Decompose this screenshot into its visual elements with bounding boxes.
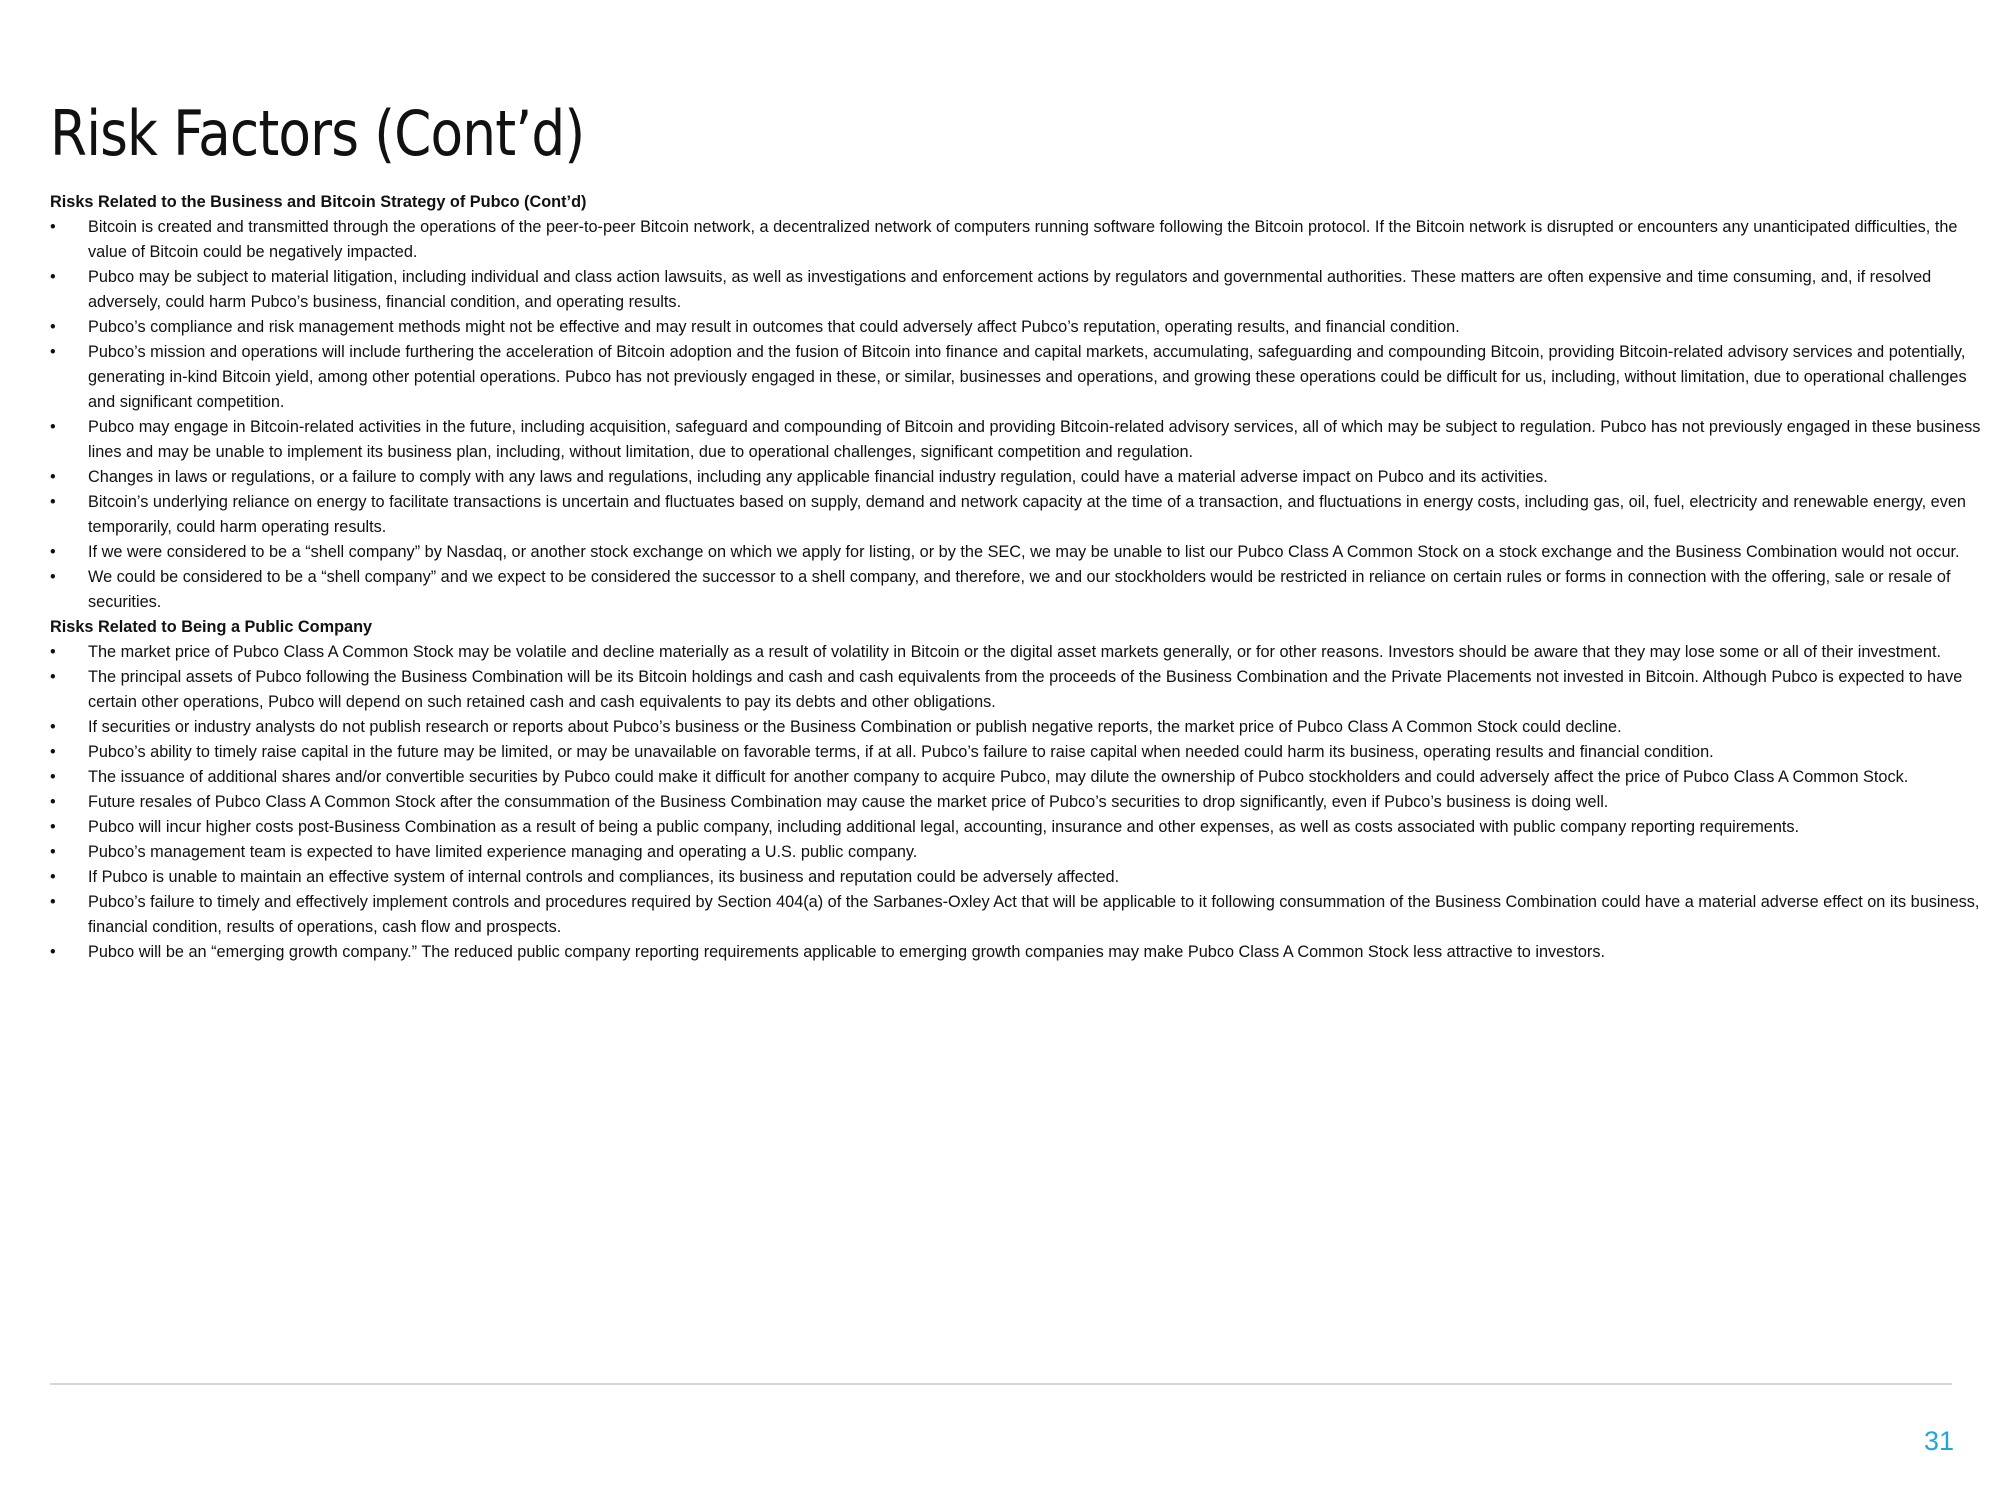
list-item — [50, 490, 1985, 540]
list-item — [50, 340, 1985, 415]
list-item — [50, 940, 1985, 965]
bullet-icon: • — [50, 568, 56, 586]
page-number: 31 — [1923, 1426, 1954, 1456]
bullet-icon: • — [50, 668, 56, 686]
list-item-text: Bitcoin is created and transmitted through the operations of the peer-to-peer Bitcoin network, a decentralized network of computers running software following the Bitcoin protocol. If the Bitcoin network is disrupted or encounters any unanticipated difficulties, the value of Bitcoin could be negatively impacted. — [88, 218, 1958, 261]
bullet-icon: • — [50, 818, 56, 836]
list-item — [50, 815, 1985, 840]
section-heading: Risks Related to Being a Public Company — [50, 618, 373, 636]
list-item-text: Bitcoin’s underlying reliance on energy to facilitate transactions is uncertain and fluctuates based on supply, demand and network capacity at the time of a transaction, and fluctuations in energy costs, including gas, oil, fuel, electricity and renewable energy, even temporarily, could harm operating results. — [88, 493, 1966, 536]
list-item — [50, 865, 1985, 890]
risk-factors-content — [50, 190, 1985, 965]
list-item-text: We could be considered to be a “shell company” and we expect to be considered the successor to a shell company, and therefore, we and our stockholders would be restricted in reliance on certain rules or forms in connection with the offering, sale or resale of securities. — [88, 568, 1951, 611]
bullet-icon: • — [50, 343, 56, 361]
list-item-text: Changes in laws or regulations, or a failure to comply with any laws and regulations, including any applicable financial industry regulation, could have a material adverse impact on Pubco and its activities. — [88, 468, 1548, 486]
bullet-icon: • — [50, 743, 56, 761]
list-item-text: Pubco’s mission and operations will include furthering the acceleration of Bitcoin adoption and the fusion of Bitcoin into finance and capital markets, accumulating, safeguarding and compounding Bitcoin, providing Bitcoin-related advisory services and potentially, generating in-kind Bitcoin yield, among other potential operations. Pubco has not previously engaged in these, or similar, businesses and operations, and growing these operations could be difficult for us, including, without limitation, due to operational challenges and significant competition. — [88, 343, 1967, 411]
list-item — [50, 265, 1985, 315]
bullet-icon: • — [50, 543, 56, 561]
list-item — [50, 415, 1985, 465]
list-item — [50, 665, 1985, 715]
list-item — [50, 565, 1985, 615]
list-item-text: Pubco will incur higher costs post-Business Combination as a result of being a public company, including additional legal, accounting, insurance and other expenses, as well as costs associated with public company reporting requirements. — [88, 818, 1800, 836]
list-item — [50, 465, 1985, 490]
list-item-text: Pubco’s ability to timely raise capital in the future may be limited, or may be unavailable on favorable terms, if at all. Pubco’s failure to raise capital when needed could harm its business, operating results and financial condition. — [88, 743, 1714, 761]
list-item — [50, 640, 1985, 665]
list-item — [50, 740, 1985, 765]
list-item — [50, 765, 1985, 790]
list-item — [50, 890, 1985, 940]
bullet-icon: • — [50, 868, 56, 886]
bullet-icon: • — [50, 218, 56, 236]
list-item-text: Pubco may be subject to material litigation, including individual and class action lawsuits, as well as investigations and enforcement actions by regulators and governmental authorities. These matters are often expensive and time consuming, and, if resolved adversely, could harm Pubco’s business, financial condition, and operating results. — [88, 268, 1932, 311]
list-item-text: If we were considered to be a “shell company” by Nasdaq, or another stock exchange on which we apply for listing, or by the SEC, we may be unable to list our Pubco Class A Common Stock on a stock exchange and the Business Combination would not occur. — [88, 543, 1960, 561]
bullet-list — [50, 640, 1985, 965]
list-item-text: The market price of Pubco Class A Common Stock may be volatile and decline materially as a result of volatility in Bitcoin or the digital asset markets generally, or for other reasons. Investors should be aware that they may lose some or all of their investment. — [88, 643, 1942, 661]
list-item-text: The principal assets of Pubco following the Business Combination will be its Bitcoin holdings and cash and cash equivalents from the proceeds of the Business Combination and the Private Placements not invested in Bitcoin. Although Pubco is expected to have certain other operations, Pubco will depend on such retained cash and cash equivalents to pay its debts and other obligations. — [88, 668, 1963, 711]
bullet-list — [50, 215, 1985, 615]
section-heading: Risks Related to the Business and Bitcoin Strategy of Pubco (Cont’d) — [50, 193, 587, 211]
list-item-text: Future resales of Pubco Class A Common Stock after the consummation of the Business Combination may cause the market price of Pubco’s securities to drop significantly, even if Pubco’s business is doing well. — [88, 793, 1609, 811]
bullet-icon: • — [50, 768, 56, 786]
list-item — [50, 790, 1985, 815]
list-item — [50, 840, 1985, 865]
bullet-icon: • — [50, 418, 56, 436]
list-item — [50, 540, 1985, 565]
list-item — [50, 315, 1985, 340]
list-item-text: Pubco will be an “emerging growth company.” The reduced public company reporting requirements applicable to emerging growth companies may make Pubco Class A Common Stock less attractive to investors. — [88, 943, 1606, 961]
bullet-icon: • — [50, 493, 56, 511]
bullet-icon: • — [50, 718, 56, 736]
list-item — [50, 215, 1985, 265]
list-item-text: Pubco’s failure to timely and effectively implement controls and procedures required by Section 404(a) of the Sarbanes-Oxley Act that will be applicable to it following consummation of the Business Combination could have a material adverse effect on its business, financial condition, results of operations, cash flow and prospects. — [88, 893, 1980, 936]
bullet-icon: • — [50, 468, 56, 486]
list-item — [50, 715, 1985, 740]
bullet-icon: • — [50, 943, 56, 961]
bullet-icon: • — [50, 843, 56, 861]
bullet-icon: • — [50, 268, 56, 286]
bullet-icon: • — [50, 318, 56, 336]
section-business-bitcoin-strategy — [50, 190, 1985, 615]
list-item-text: If securities or industry analysts do not publish research or reports about Pubco’s business or the Business Combination or publish negative reports, the market price of Pubco Class A Common Stock could decline. — [88, 718, 1622, 736]
bullet-icon: • — [50, 893, 56, 911]
footer-divider — [50, 1383, 1952, 1385]
list-item-text: If Pubco is unable to maintain an effective system of internal controls and compliances, its business and reputation could be adversely affected. — [88, 868, 1120, 886]
bullet-icon: • — [50, 643, 56, 661]
list-item-text: Pubco’s compliance and risk management methods might not be effective and may result in outcomes that could adversely affect Pubco’s reputation, operating results, and financial condition. — [88, 318, 1460, 336]
list-item-text: Pubco’s management team is expected to have limited experience managing and operating a U.S. public company. — [88, 843, 918, 861]
section-public-company — [50, 615, 1985, 965]
page-title: Risk Factors (Cont’d) — [50, 97, 585, 170]
list-item-text: Pubco may engage in Bitcoin-related activities in the future, including acquisition, safeguard and compounding of Bitcoin and providing Bitcoin-related advisory services, all of which may be subject to regulation. Pubco has not previously engaged in these business lines and may be unable to implement its business plan, including, without limitation, due to operational challenges, significant competition and regulation. — [88, 418, 1981, 461]
bullet-icon: • — [50, 793, 56, 811]
list-item-text: The issuance of additional shares and/or convertible securities by Pubco could make it difficult for another company to acquire Pubco, may dilute the ownership of Pubco stockholders and could adversely affect the price of Pubco Class A Common Stock. — [88, 768, 1909, 786]
